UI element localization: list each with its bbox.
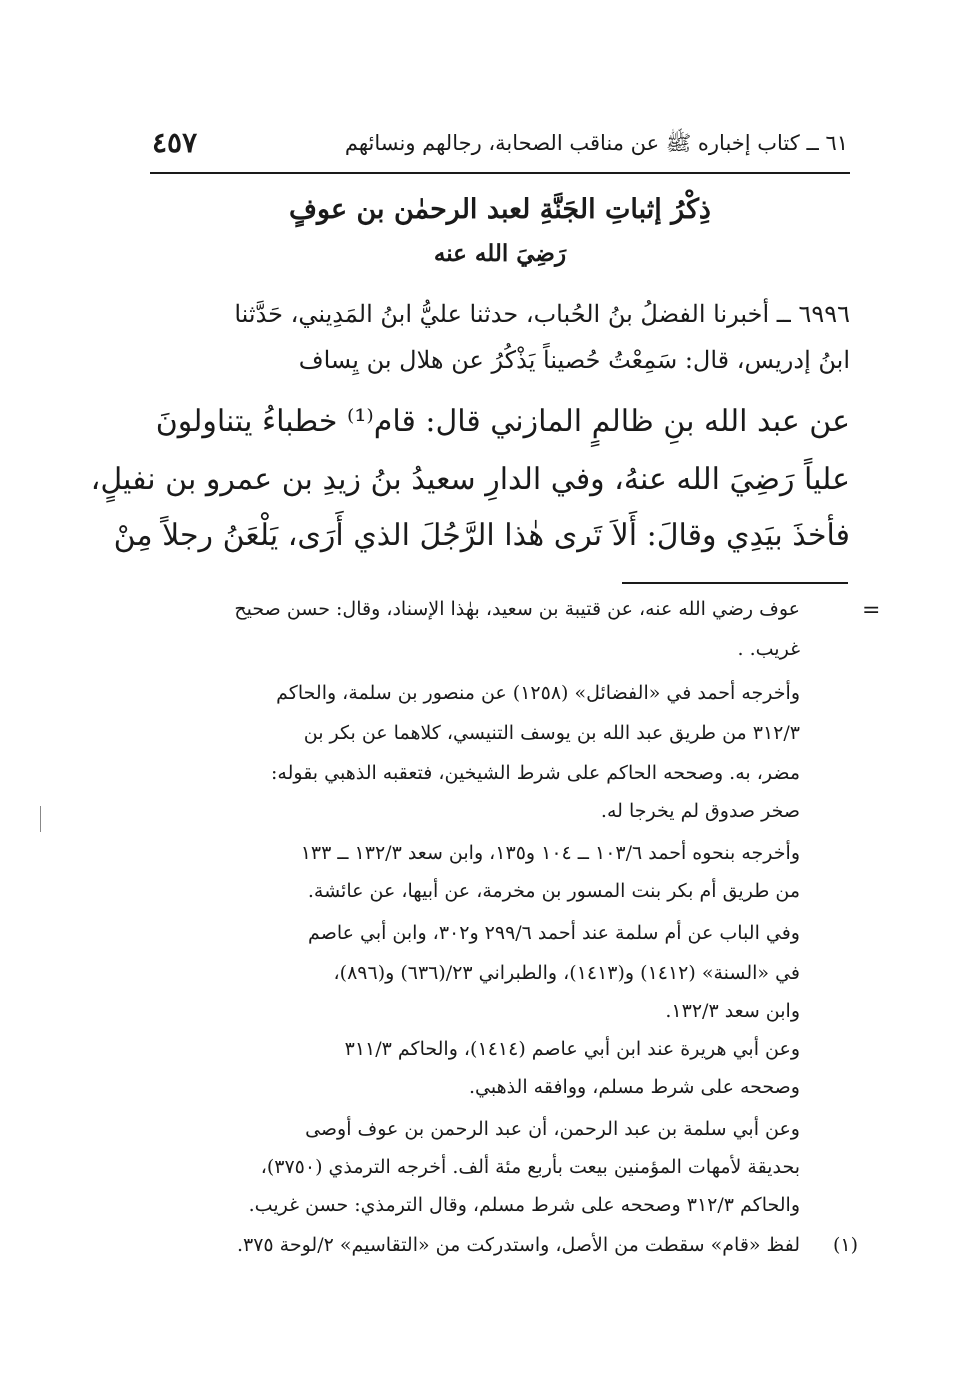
section-heading: ذِكْرُ إثباتِ الجَنَّةِ لعبد الرحمٰن بن عوفٍ <box>289 194 711 225</box>
note-line: مضر، به. وصححه الحاكم على شرط الشيخين، فتعقبه الذهبي بقوله: <box>271 762 800 784</box>
section-heading-subline: رَضِيَ الله عنه <box>433 240 567 267</box>
note-line: في «السنة» (١٤١٢) و(١٤١٣)، والطبراني ٢٣/(٦٣٦) و(٨٩٦)، <box>333 962 800 984</box>
running-header <box>152 126 848 166</box>
note-line: بحديقة لأمهات المؤمنين بيعت بأربع مئة ألف. أخرجه الترمذي (٣٧٥٠)، <box>260 1156 800 1178</box>
note-line: وأخرجه بنحوه أحمد ١٠٣/٦ ــ ١٠٤ و١٣٥، وابن سعد ١٣٢/٣ ــ ١٣٣ <box>300 842 800 864</box>
note-line: ٣١٢/٣ من طريق عبد الله بن يوسف التنيسي، كلاهما عن بكر بن <box>303 722 800 744</box>
note-line: وأخرجه أحمد في «الفضائل» (١٢٥٨) عن منصور بن سلمة، والحاكم <box>276 682 800 704</box>
continuation-mark: = <box>862 598 881 623</box>
note-line: وصححه على شرط مسلم، ووافقه الذهبي. <box>468 1076 800 1098</box>
hadith-text-line: عن عبد الله بنِ ظالمٍ المازني قال: قام⁽¹⁾ خطباءُ يتناولونَ <box>155 404 850 439</box>
footnote-marker: (١) <box>832 1234 858 1256</box>
page-number: ٤٥٧ <box>152 126 198 159</box>
hadith-chain-line: ٦٩٩٦ ــ أخبرنا الفضلُ بنُ الحُباب، حدثنا عليُّ ابنُ المَدِيني، حَدَّثنا <box>234 300 850 328</box>
note-line: وعن أبي سلمة بن عبد الرحمن، أن عبد الرحمن بن عوف أوصى <box>305 1118 800 1140</box>
note-line: وفي الباب عن أم سلمة عند أحمد ٢٩٩/٦ و٣٠٢، وابن أبي عاصم <box>308 922 800 944</box>
note-line: صخر صدوق لم يخرجا له. <box>600 800 800 822</box>
hadith-text-line: فأخذَ بيَدِي وقالَ: أَلاَ تَرى هٰذا الرَّجُلَ الذي أَرَى، يَلْعَنُ رجلاً مِنْ <box>113 518 850 553</box>
hadith-chain-line: ابنُ إدريس، قال: سَمِعْتُ حُصيناً يَذْكُرُ عن هلال بن يِساف <box>298 346 850 374</box>
note-line: عوف رضي الله عنه، عن قتيبة بن سعيد، بهٰذا الإسناد، وقال: حسن صحيح <box>234 598 800 620</box>
note-line: من طريق أم بكر بنت المسور بن مخرمة، عن أبيها، عن عائشة. <box>307 880 800 902</box>
header-divider <box>150 172 850 174</box>
note-line: وعن أبي هريرة عند ابن أبي عاصم (١٤١٤)، والحاكم ٣١١/٣ <box>344 1038 800 1060</box>
note-line: غريب. . <box>737 638 800 660</box>
margin-mark <box>40 806 41 832</box>
hadith-text-line: علياً رَضِيَ الله عنهُ، وفي الدارِ سعيدُ بنُ زيدِ بن عمرو بن نفيلٍ، <box>90 462 850 497</box>
footnote-text: لفظ «قام» سقطت من الأصل، واستدركت من «التقاسيم» ٢/لوحة ٣٧٥. <box>236 1234 800 1256</box>
note-line: وابن سعد ١٣٢/٣. <box>665 1000 800 1022</box>
chapter-title: ٦١ ــ كتاب إخباره ﷺ عن مناقب الصحابة، رجالهم ونسائهم <box>344 131 848 155</box>
note-line: والحاكم ٣١٢/٣ وصححه على شرط مسلم، وقال الترمذي: حسن غريب. <box>248 1194 800 1216</box>
footnotes-divider <box>622 582 848 584</box>
